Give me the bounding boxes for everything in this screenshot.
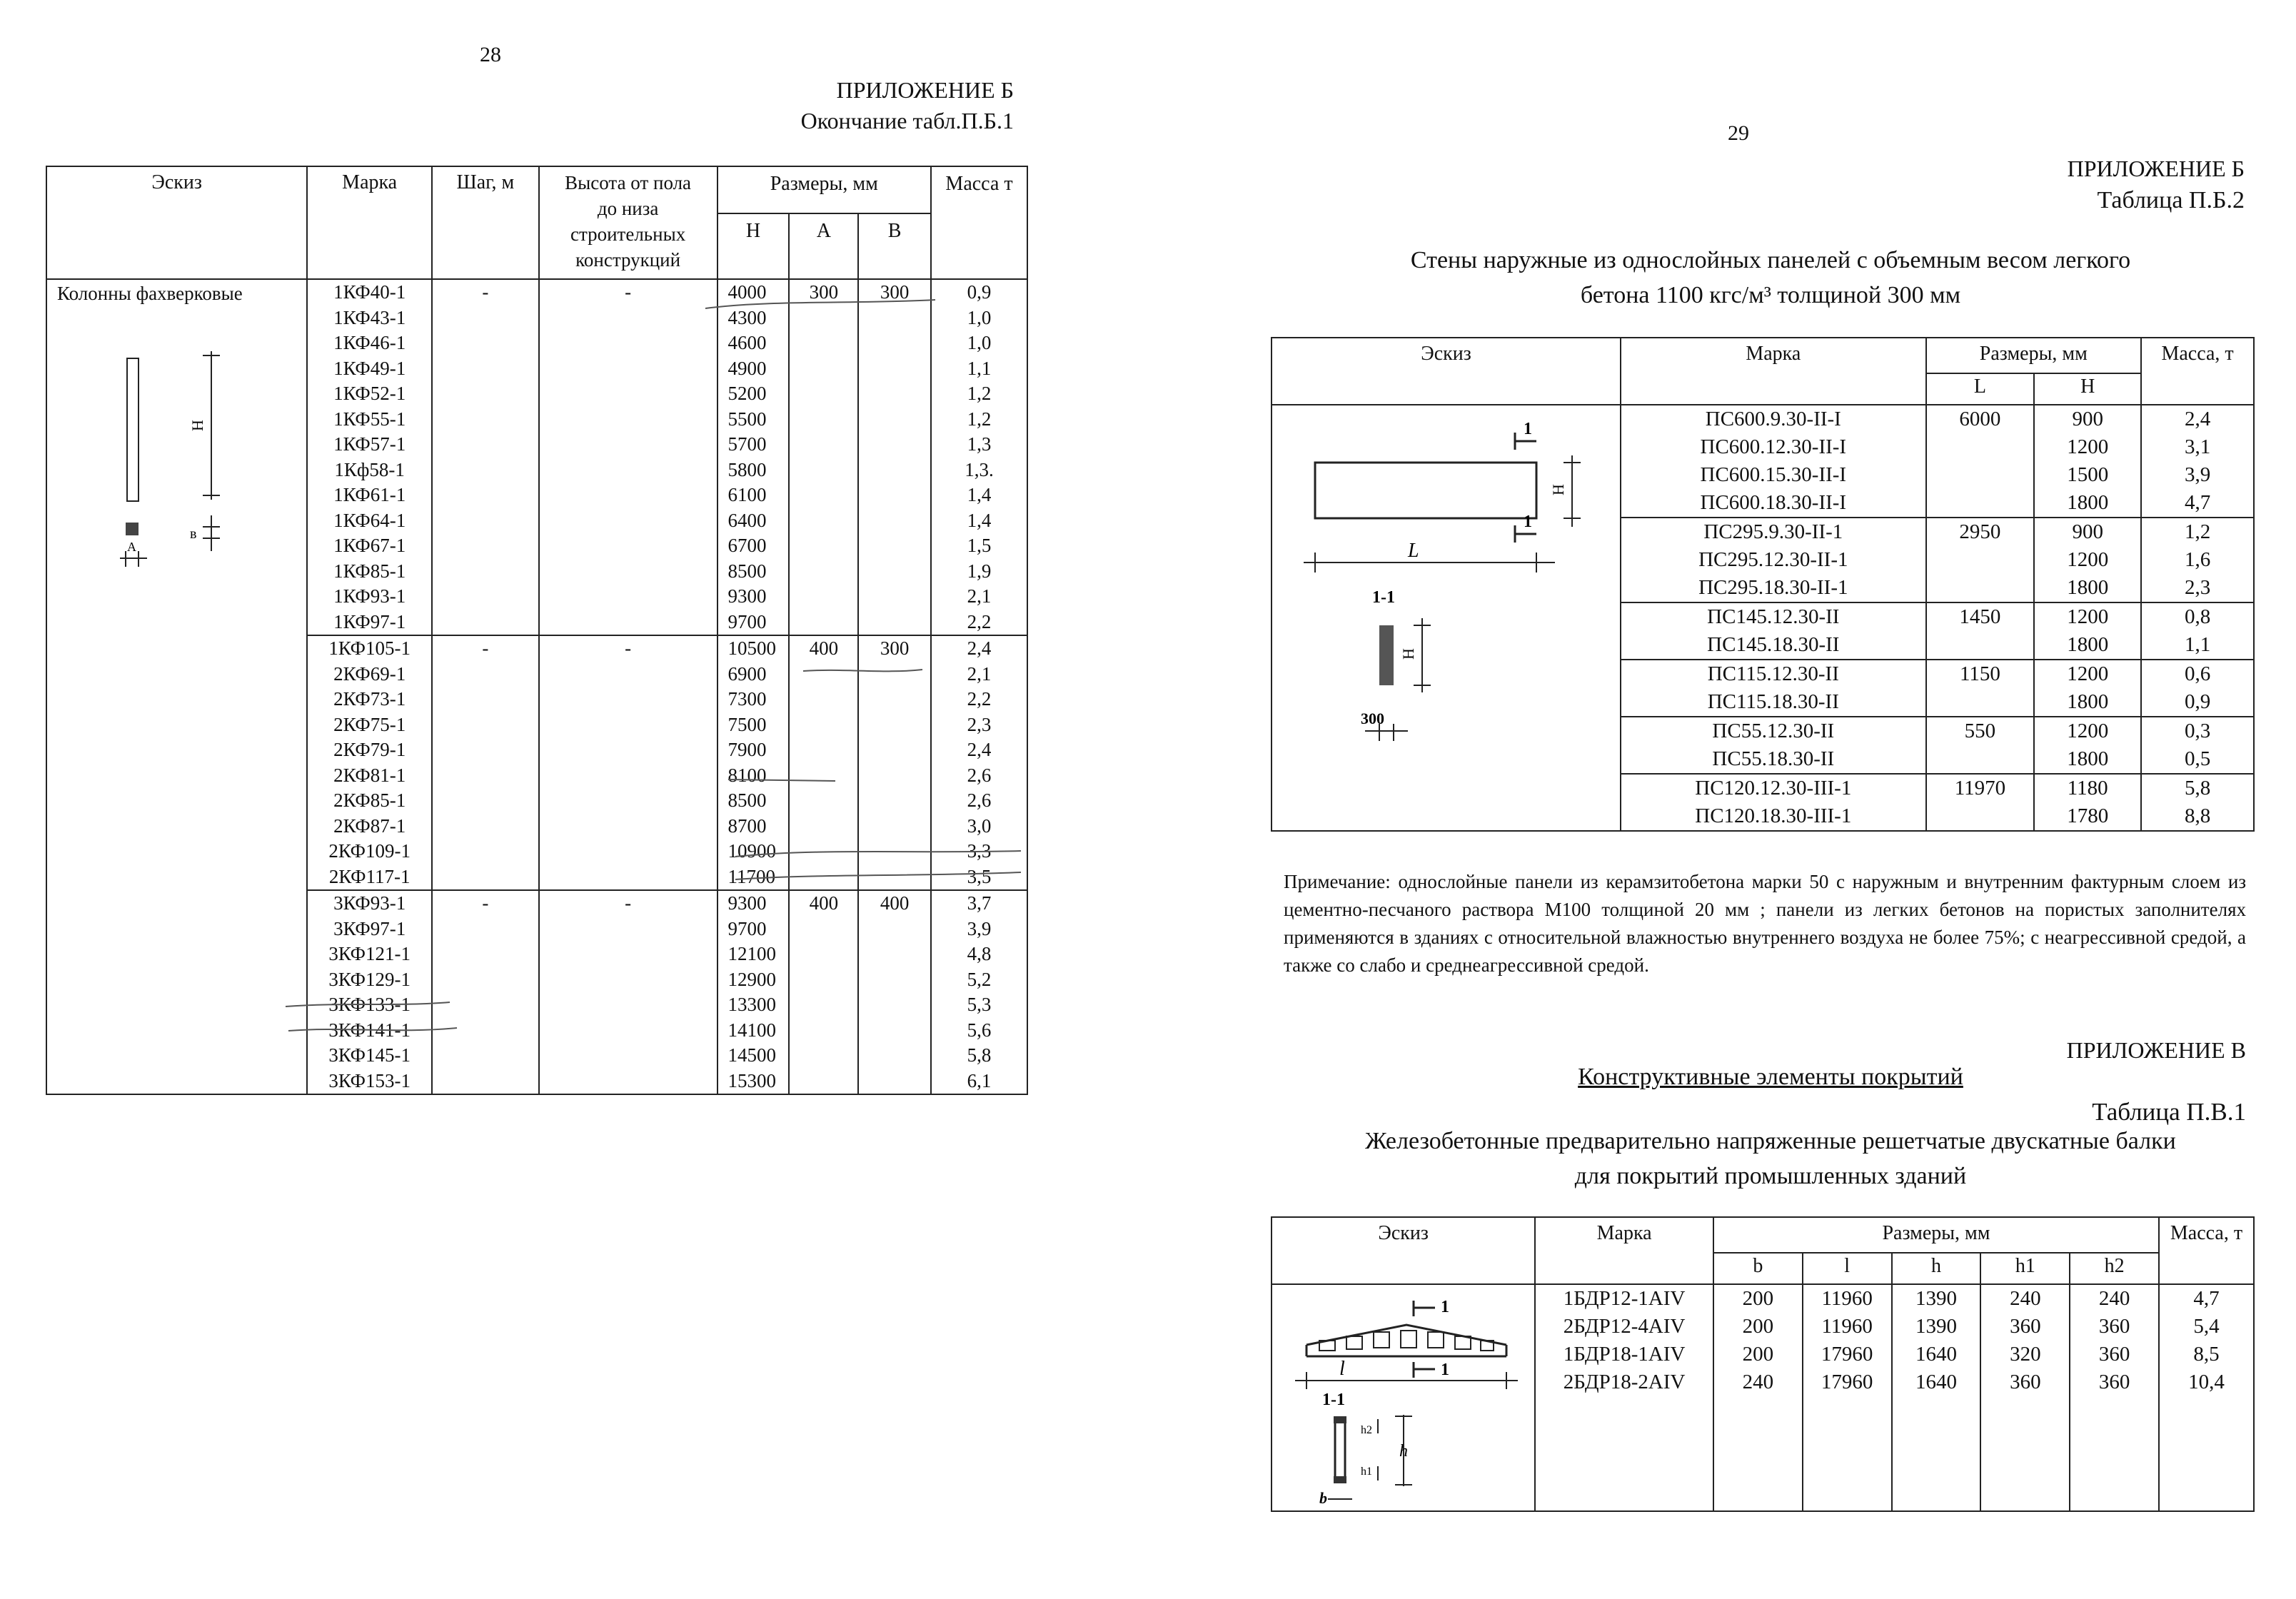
cell-mark: 3КФ129-1 xyxy=(328,968,411,990)
t2-sketch-cell xyxy=(1272,405,1621,831)
page-number-left: 28 xyxy=(480,43,501,66)
cell-h: 1800 xyxy=(2067,690,2109,713)
cell-mass: 0,3 xyxy=(2184,720,2211,742)
table-pv1 xyxy=(1271,1216,2255,1512)
cell-l: 11960 xyxy=(1821,1287,1873,1310)
cell-mark: ПС120.12.30-III-1 xyxy=(1695,777,1852,800)
cell-h: 1390 xyxy=(1915,1287,1957,1310)
cell-mark: ПС145.18.30-II xyxy=(1707,633,1840,656)
t2-g2-marks xyxy=(1621,518,1925,602)
cell-h: 15300 xyxy=(727,1069,777,1091)
cell-h: 5200 xyxy=(727,383,767,404)
cell-mark: 1КФ46-1 xyxy=(333,332,406,353)
group1-h-values xyxy=(718,279,790,635)
cell-mark: 1КФ43-1 xyxy=(333,306,406,328)
cell-mark: 1КФ57-1 xyxy=(333,433,406,455)
cell-h: 4900 xyxy=(727,357,767,379)
group3-b-value: 400 xyxy=(858,890,931,1094)
cell-h: 5500 xyxy=(727,408,767,430)
group1-marks xyxy=(307,279,432,635)
t2-g6-mass xyxy=(2141,774,2254,831)
note-text: Примечание: однослойные панели из керамзитобетона марки 50 с наружным и внутренним фактурным слоем из цементно-песчаного раствора М100 толщиной 20 мм ; панели из легких бетонов на пористых заполнителях применяются в зданиях с относительной влажностью внутреннего воздуха не более 75%; с неагрессивной средой, а также со слабо и среднеагрессивной средой. xyxy=(1284,871,2246,976)
cell-h2: 360 xyxy=(2098,1315,2130,1338)
t2-g5-h xyxy=(2034,717,2141,774)
cell-h: 8500 xyxy=(727,790,767,811)
row-label: Колонны фахверковые xyxy=(57,283,243,304)
cell-mass: 1,2 xyxy=(967,383,992,404)
appendix-heading-b xyxy=(1828,153,2245,217)
title-b2 xyxy=(1271,243,2270,313)
cell-h: 1200 xyxy=(2067,662,2109,685)
group2-height: - xyxy=(539,635,718,890)
cell-h: 1390 xyxy=(1915,1315,1957,1338)
cell-mark: ПС145.12.30-II xyxy=(1707,605,1840,628)
t3-label-h2: h2 xyxy=(1361,1424,1372,1436)
cell-h1: 320 xyxy=(2010,1343,2041,1366)
cell-mark: ПС120.18.30-III-1 xyxy=(1695,804,1852,827)
section-title: Конструктивные элементы покрытий xyxy=(1578,1064,1963,1090)
cell-mark: 3КФ93-1 xyxy=(333,892,406,914)
cell-mass: 5,6 xyxy=(967,1019,992,1041)
cell-mass: 1,1 xyxy=(2184,633,2211,656)
t2-label-1a: 1 xyxy=(1524,420,1532,438)
group2-a-value: 400 xyxy=(789,635,858,890)
t3-label-1a: 1 xyxy=(1441,1298,1449,1316)
cell-h: 1200 xyxy=(2067,435,2109,458)
cell-h: 900 xyxy=(2072,408,2103,430)
group3-step: - xyxy=(432,890,539,1094)
t3-b-values xyxy=(1713,1284,1803,1511)
cell-mass: 6,1 xyxy=(967,1069,992,1091)
cell-mass: 5,4 xyxy=(2193,1315,2220,1338)
t2-g3-l: 1450 xyxy=(1926,602,2035,660)
cell-mass: 2,2 xyxy=(967,610,992,632)
cell-mass: 0,8 xyxy=(2184,605,2211,628)
t2-g3-mass xyxy=(2141,602,2254,660)
cell-mass: 1,3. xyxy=(965,458,994,480)
cell-h: 1800 xyxy=(2067,576,2109,599)
cell-h: 8700 xyxy=(727,814,767,837)
cell-mass: 4,7 xyxy=(2193,1287,2220,1310)
cell-mass: 2,2 xyxy=(967,688,992,710)
cell-mass: 3,7 xyxy=(967,892,992,914)
group1-height: - xyxy=(539,279,718,635)
t2-g6-h xyxy=(2034,774,2141,831)
cell-h: 11700 xyxy=(727,865,776,887)
t2-g6-l: 11970 xyxy=(1926,774,2035,831)
group1-mass-values xyxy=(931,279,1027,635)
t2-g1-mass xyxy=(2141,405,2254,518)
cell-h: 1640 xyxy=(1915,1371,1957,1393)
cell-h: 1180 xyxy=(2067,777,2108,800)
t2-g2-h xyxy=(2034,518,2141,602)
cell-mass: 2,3 xyxy=(2184,576,2211,599)
t2-g3-h xyxy=(2034,602,2141,660)
cell-mark: 1КФ85-1 xyxy=(333,560,406,582)
col-mark: Марка xyxy=(307,166,432,279)
t2-col-sketch: Эскиз xyxy=(1272,338,1621,405)
cell-mass: 3,9 xyxy=(2184,463,2211,486)
t2-label-l: L xyxy=(1408,540,1419,562)
title-b2-line2: бетона 1100 кгс/м³ толщиной 300 мм xyxy=(1580,282,1961,309)
t2-g2-mass xyxy=(2141,518,2254,602)
title-b2-line1: Стены наружные из однослойных панелей с объемным весом легкого xyxy=(1410,247,2131,273)
cell-mark: 2КФ85-1 xyxy=(333,790,406,811)
cell-mark: 1БДР12-1AIV xyxy=(1563,1287,1686,1310)
t2-g1-marks xyxy=(1621,405,1925,518)
cell-mark: 2КФ73-1 xyxy=(333,688,406,710)
col-dims: Размеры, мм xyxy=(718,166,932,213)
cell-mark: 3КФ121-1 xyxy=(328,943,411,964)
col-mass: Масса т xyxy=(931,166,1027,279)
cell-mark: 1КФ61-1 xyxy=(333,484,406,505)
cell-h: 5700 xyxy=(727,433,767,455)
cell-mass: 4,8 xyxy=(967,943,992,964)
cell-mark: ПС55.12.30-II xyxy=(1712,720,1835,742)
cell-mark: 1КФ55-1 xyxy=(333,408,406,430)
cell-mass: 8,8 xyxy=(2184,804,2211,827)
t2-g6-marks xyxy=(1621,774,1925,831)
table-v1-caption: Таблица П.В.1 xyxy=(2092,1098,2246,1126)
cell-h: 9700 xyxy=(727,610,767,632)
cell-h: 1200 xyxy=(2067,548,2109,571)
group3-mass-values xyxy=(931,890,1027,1094)
cell-mark: ПС600.15.30-II-I xyxy=(1700,463,1847,486)
col-a: А xyxy=(789,213,858,279)
t3-marks xyxy=(1535,1284,1713,1511)
cell-mark: 2КФ79-1 xyxy=(333,739,406,760)
cell-mark: 3КФ133-1 xyxy=(328,994,411,1015)
cell-mark: ПС600.12.30-II-I xyxy=(1700,435,1847,458)
cell-mass: 1,1 xyxy=(967,357,992,379)
cell-mass: 0,5 xyxy=(2184,747,2211,770)
group3-a-value: 400 xyxy=(789,890,858,1094)
cell-h: 12900 xyxy=(727,968,777,990)
group2-h-values xyxy=(718,635,790,890)
cell-h1: 360 xyxy=(2010,1315,2041,1338)
t3-label-h: h xyxy=(1399,1442,1408,1461)
appendix-label: ПРИЛОЖЕНИЕ Б xyxy=(836,77,1014,103)
t2-g5-mass xyxy=(2141,717,2254,774)
cell-mark: 2КФ69-1 xyxy=(333,662,406,685)
sketch-label-b: в xyxy=(190,526,197,542)
cell-mass: 0,9 xyxy=(967,281,992,303)
cell-h: 9700 xyxy=(727,917,767,939)
t2-label-h: Н xyxy=(1549,484,1567,495)
cell-h: 1800 xyxy=(2067,747,2109,770)
appendix-b-label: ПРИЛОЖЕНИЕ Б xyxy=(2067,156,2245,181)
title-v1-line1: Железобетонные предварительно напряженные решетчатые двускатные балки xyxy=(1365,1128,2176,1154)
cell-b: 240 xyxy=(1742,1371,1774,1393)
cell-mark: 2КФ87-1 xyxy=(333,814,406,837)
cell-mark: 1КФ40-1 xyxy=(333,281,406,303)
table-pb2 xyxy=(1271,337,2255,832)
cell-mass: 1,6 xyxy=(2184,548,2211,571)
cell-mark: 2КФ81-1 xyxy=(333,764,406,786)
t2-col-mass: Масса, т xyxy=(2141,338,2254,405)
col-height: Высота от пола до низа строительных конструкций xyxy=(539,166,718,279)
cell-mark: ПС295.9.30-II-1 xyxy=(1703,520,1843,543)
t3-col-mark: Марка xyxy=(1535,1217,1713,1284)
title-v1-line2: для покрытий промышленных зданий xyxy=(1574,1163,1967,1190)
cell-mass: 3,1 xyxy=(2184,435,2211,458)
t3-col-h2: h2 xyxy=(2070,1253,2159,1284)
t3-col-l: l xyxy=(1803,1253,1892,1284)
group1-a-value: 300 xyxy=(789,279,858,635)
cell-mass: 2,4 xyxy=(2184,408,2211,430)
cell-mark: ПС55.18.30-II xyxy=(1712,747,1835,770)
cell-h2: 240 xyxy=(2098,1287,2130,1310)
cell-mark: 3КФ145-1 xyxy=(328,1044,411,1066)
cell-mass: 1,3 xyxy=(967,433,992,455)
sketch-cell xyxy=(46,279,307,1094)
table-b2-caption: Таблица П.Б.2 xyxy=(2097,187,2245,214)
t2-col-mark: Марка xyxy=(1621,338,1925,405)
col-b: В xyxy=(858,213,931,279)
t3-col-sketch: Эскиз xyxy=(1272,1217,1535,1284)
cell-h: 5800 xyxy=(727,458,767,480)
group2-b-value: 300 xyxy=(858,635,931,890)
t3-label-h1: h1 xyxy=(1361,1466,1372,1478)
cell-b: 200 xyxy=(1742,1287,1774,1310)
cell-h: 1500 xyxy=(2067,463,2109,486)
t3-col-dims: Размеры, мм xyxy=(1713,1217,2159,1253)
cell-h: 1200 xyxy=(2067,605,2109,628)
title-v1 xyxy=(1271,1124,2270,1194)
t2-col-l: L xyxy=(1926,373,2035,405)
cell-h2: 360 xyxy=(2098,1371,2130,1393)
cell-mass: 5,3 xyxy=(967,994,992,1015)
t2-col-dims: Размеры, мм xyxy=(1926,338,2142,373)
cell-mark: 1КФ105-1 xyxy=(328,637,411,659)
t3-h2-values xyxy=(2070,1284,2159,1511)
cell-mass: 3,9 xyxy=(967,917,992,939)
t3-h1-values xyxy=(1980,1284,2070,1511)
group3-h-values xyxy=(718,890,790,1094)
t2-g3-marks xyxy=(1621,602,1925,660)
cell-mark: 3КФ97-1 xyxy=(333,917,406,939)
cell-l: 17960 xyxy=(1821,1343,1873,1366)
cell-h: 1780 xyxy=(2067,804,2109,827)
cell-h: 7300 xyxy=(727,688,767,710)
t2-g2-l: 2950 xyxy=(1926,518,2035,602)
t3-label-section: 1-1 xyxy=(1322,1391,1345,1409)
cell-h: 9300 xyxy=(727,585,767,607)
t2-g4-l: 1150 xyxy=(1926,660,2035,717)
cell-mark: 1Кф58-1 xyxy=(334,458,405,480)
cell-mass: 0,9 xyxy=(2184,690,2211,713)
t2-label-300: 300 xyxy=(1361,710,1384,727)
t3-mass-values xyxy=(2159,1284,2254,1511)
t2-g1-l: 6000 xyxy=(1926,405,2035,518)
cell-h: 4300 xyxy=(727,306,767,328)
cell-l: 11960 xyxy=(1821,1315,1873,1338)
cell-mass: 2,4 xyxy=(967,739,992,760)
cell-mass: 2,4 xyxy=(967,637,992,659)
cell-h: 12100 xyxy=(727,943,777,964)
cell-mark: 2КФ117-1 xyxy=(328,865,411,887)
cell-mark: 1КФ67-1 xyxy=(333,535,406,556)
cell-mass: 1,5 xyxy=(967,535,992,556)
cell-mass: 2,6 xyxy=(967,790,992,811)
appendix-heading-left xyxy=(643,75,1014,136)
beam-sketch-icon xyxy=(1278,1288,1535,1509)
cell-h: 1800 xyxy=(2067,633,2109,656)
wall-panel-sketch-icon xyxy=(1301,413,1615,755)
t3-label-l: l xyxy=(1339,1358,1345,1380)
cell-mark: 1КФ97-1 xyxy=(333,610,406,632)
group1-step: - xyxy=(432,279,539,635)
cell-mass: 5,2 xyxy=(967,968,992,990)
cell-h: 1640 xyxy=(1915,1343,1957,1366)
cell-mass: 1,2 xyxy=(967,408,992,430)
sketch-label-h: Н xyxy=(188,420,206,431)
cell-h: 1800 xyxy=(2067,491,2109,514)
cell-h: 9300 xyxy=(727,892,767,914)
t3-col-b: b xyxy=(1713,1253,1803,1284)
cell-mark: 3КФ141-1 xyxy=(328,1019,411,1041)
group3-marks xyxy=(307,890,432,1094)
cell-mark: 2БДР12-4AIV xyxy=(1563,1315,1686,1338)
t2-label-1b: 1 xyxy=(1524,513,1532,531)
table-pb1 xyxy=(46,166,1028,1095)
cell-h: 10900 xyxy=(727,840,777,862)
group2-marks xyxy=(307,635,432,890)
cell-mass: 3,3 xyxy=(967,840,992,862)
cell-mass: 1,2 xyxy=(2184,520,2211,543)
cell-h: 10500 xyxy=(727,637,777,659)
cell-mass: 2,6 xyxy=(967,764,992,786)
cell-h: 13300 xyxy=(727,994,777,1015)
cell-mark: 1КФ64-1 xyxy=(333,509,406,531)
cell-mark: ПС295.18.30-II-1 xyxy=(1698,576,1848,599)
cell-mark: 1КФ52-1 xyxy=(333,383,406,404)
cell-h2: 360 xyxy=(2098,1343,2130,1366)
cell-mark: 1БДР18-1AIV xyxy=(1563,1343,1686,1366)
col-h: Н xyxy=(718,213,790,279)
cell-mark: ПС115.12.30-II xyxy=(1707,662,1839,685)
t2-g5-marks xyxy=(1621,717,1925,774)
cell-mass: 3,5 xyxy=(967,865,992,887)
cell-mark: ПС600.9.30-II-I xyxy=(1705,408,1841,430)
cell-mark: ПС600.18.30-II-I xyxy=(1700,491,1847,514)
cell-mark: 2БДР18-2AIV xyxy=(1563,1371,1686,1393)
cell-h: 6700 xyxy=(727,535,767,556)
cell-h: 6400 xyxy=(727,509,767,531)
cell-mark: ПС115.18.30-II xyxy=(1707,690,1839,713)
cell-mark: 1КФ93-1 xyxy=(333,585,406,607)
t2-g1-h xyxy=(2034,405,2141,518)
t3-col-h: h xyxy=(1892,1253,1981,1284)
t2-g4-mass xyxy=(2141,660,2254,717)
cell-mass: 10,4 xyxy=(2188,1371,2225,1393)
cell-mass: 2,1 xyxy=(967,662,992,685)
cell-mass: 1,9 xyxy=(967,560,992,582)
group2-mass-values xyxy=(931,635,1027,890)
t2-g5-l: 550 xyxy=(1926,717,2035,774)
cell-mass: 5,8 xyxy=(967,1044,992,1066)
group2-step: - xyxy=(432,635,539,890)
t3-sketch-cell xyxy=(1272,1284,1535,1511)
cell-h: 7500 xyxy=(727,713,767,735)
cell-h: 6900 xyxy=(727,662,767,685)
cell-mass: 5,8 xyxy=(2184,777,2211,800)
cell-l: 17960 xyxy=(1821,1371,1873,1393)
t3-col-mass: Масса, т xyxy=(2159,1217,2254,1284)
cell-mass: 1,0 xyxy=(967,306,992,328)
t3-label-1b: 1 xyxy=(1441,1361,1449,1379)
cell-mass: 3,0 xyxy=(967,814,992,837)
cell-mark: 1КФ49-1 xyxy=(333,357,406,379)
cell-h: 6100 xyxy=(727,484,767,505)
cell-h: 7900 xyxy=(727,739,767,760)
table-caption: Окончание табл.П.Б.1 xyxy=(800,108,1014,134)
t3-l-values xyxy=(1803,1284,1892,1511)
cell-mass: 0,6 xyxy=(2184,662,2211,685)
cell-h: 8500 xyxy=(727,560,767,582)
group3-height: - xyxy=(539,890,718,1094)
cell-h: 14100 xyxy=(727,1019,777,1041)
cell-mark: 3КФ153-1 xyxy=(328,1069,411,1091)
column-sketch-icon xyxy=(119,344,261,587)
cell-mark: 2КФ75-1 xyxy=(333,713,406,735)
sketch-label-a: А xyxy=(127,540,136,554)
cell-h: 1200 xyxy=(2067,720,2109,742)
cell-h: 14500 xyxy=(727,1044,777,1066)
cell-b: 200 xyxy=(1742,1315,1774,1338)
t3-col-h1: h1 xyxy=(1980,1253,2070,1284)
t2-col-h: Н xyxy=(2034,373,2141,405)
cell-mark: 2КФ109-1 xyxy=(328,840,411,862)
cell-mass: 1,0 xyxy=(967,332,992,353)
cell-mass: 1,4 xyxy=(967,509,992,531)
cell-b: 200 xyxy=(1742,1343,1774,1366)
t2-label-section: 1-1 xyxy=(1372,588,1395,607)
t3-h-values xyxy=(1892,1284,1981,1511)
cell-h1: 360 xyxy=(2010,1371,2041,1393)
t2-label-h2: Н xyxy=(1399,648,1417,660)
t3-label-b: b xyxy=(1319,1489,1327,1507)
appendix-v-label: ПРИЛОЖЕНИЕ В xyxy=(2066,1037,2246,1063)
cell-mass: 2,1 xyxy=(967,585,992,607)
col-step: Шаг, м xyxy=(432,166,539,279)
col-sketch: Эскиз xyxy=(46,166,307,279)
cell-h: 900 xyxy=(2072,520,2103,543)
t2-g4-marks xyxy=(1621,660,1925,717)
t2-g4-h xyxy=(2034,660,2141,717)
cell-h: 8100 xyxy=(727,764,767,786)
cell-h1: 240 xyxy=(2010,1287,2041,1310)
cell-h: 4000 xyxy=(727,281,767,303)
cell-mass: 4,7 xyxy=(2184,491,2211,514)
page-number-right: 29 xyxy=(1728,121,1749,145)
group1-b-value: 300 xyxy=(858,279,931,635)
cell-mass: 8,5 xyxy=(2193,1343,2220,1366)
cell-mark: ПС295.12.30-II-1 xyxy=(1698,548,1848,571)
cell-mass: 1,4 xyxy=(967,484,992,505)
cell-h: 4600 xyxy=(727,332,767,353)
cell-mass: 2,3 xyxy=(967,713,992,735)
